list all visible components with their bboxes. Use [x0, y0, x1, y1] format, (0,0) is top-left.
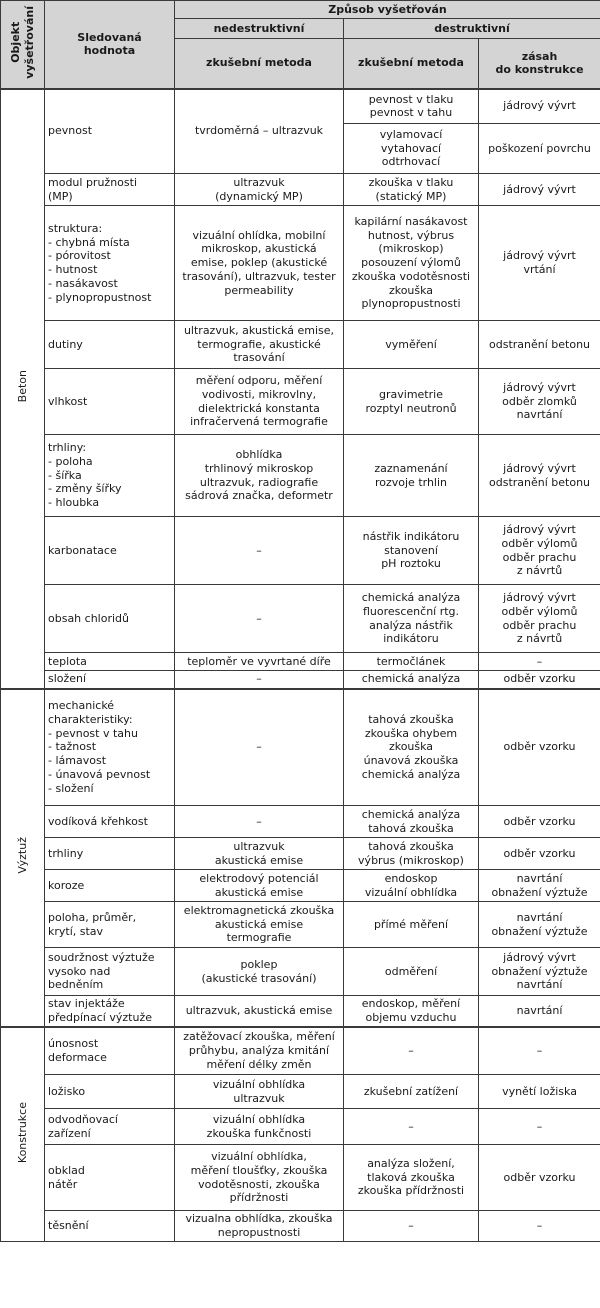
- table-row: [1, 653, 600, 671]
- table-row: [1, 89, 600, 124]
- section-label: [1, 89, 45, 689]
- header-object: Objekt vyšetřování: [1, 1, 45, 89]
- intervention-cell: jádrový vývrt vrtání: [479, 206, 600, 321]
- property-cell: modul pružnosti (MP): [45, 174, 175, 206]
- table-row: [1, 870, 600, 902]
- nondestructive-method-cell: –: [175, 585, 344, 653]
- table-row: [1, 369, 600, 435]
- intervention-cell: –: [479, 1027, 600, 1075]
- property-cell: pevnost: [45, 89, 175, 174]
- table-row: [1, 585, 600, 653]
- table-row: [1, 948, 600, 996]
- nondestructive-method-cell: vizuální ohlídka, mobilní mikroskop, akustická emise, poklep (akustické trasování), ultrazvuk, tester permeability: [175, 206, 344, 321]
- nondestructive-method-cell: obhlídka trhlinový mikroskop ultrazvuk, radiografie sádrová značka, deformetr: [175, 435, 344, 517]
- header-intervention: zásah do konstrukce: [479, 39, 600, 89]
- table-row: [1, 1145, 600, 1211]
- table-row: [1, 1211, 600, 1242]
- nondestructive-method-cell: teploměr ve vyvrtané díře: [175, 653, 344, 671]
- intervention-cell: jádrový vývrt odstranění betonu: [479, 435, 600, 517]
- table-row: [1, 174, 600, 206]
- nondestructive-method-cell: elektrodový potenciál akustická emise: [175, 870, 344, 902]
- destructive-method-cell: endoskop vizuální obhlídka: [344, 870, 479, 902]
- intervention-cell: odstranění betonu: [479, 321, 600, 369]
- intervention-cell: jádrový vývrt: [479, 89, 600, 124]
- table-row: [1, 1027, 600, 1075]
- nondestructive-method-cell: –: [175, 689, 344, 806]
- nondestructive-method-cell: ultrazvuk, akustická emise: [175, 996, 344, 1027]
- nondestructive-method-cell: vizuální obhlídka, měření tloušťky, zkouška vodotěsnosti, zkouška přídržnosti: [175, 1145, 344, 1211]
- destructive-method-cell: gravimetrie rozptyl neutronů: [344, 369, 479, 435]
- property-cell: obsah chloridů: [45, 585, 175, 653]
- nondestructive-method-cell: –: [175, 517, 344, 585]
- intervention-cell: odběr vzorku: [479, 689, 600, 806]
- nondestructive-method-cell: ultrazvuk, akustická emise, termografie, akustické trasování: [175, 321, 344, 369]
- nondestructive-method-cell: vizuální obhlídka ultrazvuk: [175, 1075, 344, 1109]
- destructive-method-cell: zkušební zatížení: [344, 1075, 479, 1109]
- nondestructive-method-cell: vizualna obhlídka, zkouška nepropustnosti: [175, 1211, 344, 1242]
- property-cell: poloha, průměr, krytí, stav: [45, 902, 175, 948]
- property-cell: těsnění: [45, 1211, 175, 1242]
- intervention-cell: jádrový vývrt obnažení výztuže navrtání: [479, 948, 600, 996]
- destructive-method-cell: tahová zkouška zkouška ohybem zkouška únavová zkouška chemická analýza: [344, 689, 479, 806]
- property-cell: dutiny: [45, 321, 175, 369]
- table-row: [1, 689, 600, 806]
- destructive-method-cell: –: [344, 1211, 479, 1242]
- intervention-cell: navrtání: [479, 996, 600, 1027]
- section-label-text: Konstrukce: [15, 1101, 29, 1163]
- destructive-method-cell: zkouška v tlaku (statický MP): [344, 174, 479, 206]
- table-row: [1, 206, 600, 321]
- property-cell: vlhkost: [45, 369, 175, 435]
- property-cell: koroze: [45, 870, 175, 902]
- table-row: [1, 517, 600, 585]
- destructive-method-cell: vyměření: [344, 321, 479, 369]
- property-cell: ložisko: [45, 1075, 175, 1109]
- destructive-method-cell: –: [344, 1027, 479, 1075]
- table-row: [1, 902, 600, 948]
- nondestructive-method-cell: zatěžovací zkouška, měření průhybu, analýza kmitání měření délky změn: [175, 1027, 344, 1075]
- property-cell: mechanické charakteristiky: - pevnost v tahu - tažnost - lámavost - únavová pevnost - složení: [45, 689, 175, 806]
- destructive-method-cell: tahová zkouška výbrus (mikroskop): [344, 838, 479, 870]
- intervention-cell: navrtání obnažení výztuže: [479, 902, 600, 948]
- intervention-cell: odběr vzorku: [479, 1145, 600, 1211]
- intervention-cell: odběr vzorku: [479, 671, 600, 689]
- destructive-method-cell: vylamovací vytahovací odtrhovací: [344, 124, 479, 174]
- section-label: [1, 689, 45, 1027]
- table-row: [1, 671, 600, 689]
- nondestructive-method-cell: –: [175, 806, 344, 838]
- intervention-cell: jádrový vývrt odběr zlomků navrtání: [479, 369, 600, 435]
- destructive-method-cell: kapilární nasákavost hutnost, výbrus (mikroskop) posouzení výlomů zkouška vodotěsnosti zkouška plynopropustnosti: [344, 206, 479, 321]
- intervention-cell: navrtání obnažení výztuže: [479, 870, 600, 902]
- table-row: [1, 435, 600, 517]
- header-destructive: destruktivní: [344, 19, 600, 39]
- intervention-cell: jádrový vývrt odběr výlomů odběr prachu z návrtů: [479, 585, 600, 653]
- section-label: [1, 1027, 45, 1242]
- table-row: [1, 838, 600, 870]
- table-row: [1, 321, 600, 369]
- nondestructive-method-cell: vizuální obhlídka zkouška funkčnosti: [175, 1109, 344, 1145]
- header-test-method-d: zkušební metoda: [344, 39, 479, 89]
- section-label-text: Beton: [15, 370, 29, 403]
- table-row: [1, 1075, 600, 1109]
- property-cell: únosnost deformace: [45, 1027, 175, 1075]
- property-cell: vodíková křehkost: [45, 806, 175, 838]
- intervention-cell: odběr vzorku: [479, 838, 600, 870]
- table-row: [1, 1109, 600, 1145]
- intervention-cell: vynětí ložiska: [479, 1075, 600, 1109]
- property-cell: odvodňovací zařízení: [45, 1109, 175, 1145]
- header-nondestructive: nedestruktivní: [175, 19, 344, 39]
- intervention-cell: –: [479, 653, 600, 671]
- property-cell: soudržnost výztuže vysoko nad bedněním: [45, 948, 175, 996]
- destructive-method-cell: chemická analýza tahová zkouška: [344, 806, 479, 838]
- table-body: [1, 89, 600, 1242]
- header-property: Sledovaná hodnota: [45, 1, 175, 89]
- intervention-cell: –: [479, 1211, 600, 1242]
- property-cell: obklad nátěr: [45, 1145, 175, 1211]
- property-cell: struktura: - chybná místa - pórovitost - hutnost - nasákavost - plynopropustnost: [45, 206, 175, 321]
- destructive-method-cell: odměření: [344, 948, 479, 996]
- property-cell: trhliny: - poloha - šířka - změny šířky - hloubka: [45, 435, 175, 517]
- nondestructive-method-cell: elektromagnetická zkouška akustická emise termografie: [175, 902, 344, 948]
- table-header: [1, 1, 600, 89]
- property-cell: stav injektáže předpínací výztuže: [45, 996, 175, 1027]
- nondestructive-method-cell: měření odporu, měření vodivosti, mikrovlny, dielektrická konstanta infračervená termografie: [175, 369, 344, 435]
- table-row: [1, 996, 600, 1027]
- destructive-method-cell: zaznamenání rozvoje trhlin: [344, 435, 479, 517]
- intervention-cell: jádrový vývrt odběr výlomů odběr prachu z návrtů: [479, 517, 600, 585]
- header-method: Způsob vyšetřován: [175, 1, 600, 19]
- nondestructive-method-cell: ultrazvuk akustická emise: [175, 838, 344, 870]
- section-label-text: Výztuž: [15, 837, 29, 874]
- destructive-method-cell: endoskop, měření objemu vzduchu: [344, 996, 479, 1027]
- nondestructive-method-cell: ultrazvuk (dynamický MP): [175, 174, 344, 206]
- destructive-method-cell: –: [344, 1109, 479, 1145]
- nondestructive-method-cell: poklep (akustické trasování): [175, 948, 344, 996]
- property-cell: karbonatace: [45, 517, 175, 585]
- destructive-method-cell: chemická analýza fluorescenční rtg. analýza nástřik indikátoru: [344, 585, 479, 653]
- intervention-cell: jádrový vývrt: [479, 174, 600, 206]
- header-test-method-nd: zkušební metoda: [175, 39, 344, 89]
- intervention-cell: poškození povrchu: [479, 124, 600, 174]
- destructive-method-cell: chemická analýza: [344, 671, 479, 689]
- destructive-method-cell: pevnost v tlaku pevnost v tahu: [344, 89, 479, 124]
- property-cell: teplota: [45, 653, 175, 671]
- table-row: [1, 806, 600, 838]
- intervention-cell: –: [479, 1109, 600, 1145]
- destructive-method-cell: analýza složení, tlaková zkouška zkouška přídržnosti: [344, 1145, 479, 1211]
- property-cell: složení: [45, 671, 175, 689]
- destructive-method-cell: termočlánek: [344, 653, 479, 671]
- intervention-cell: odběr vzorku: [479, 806, 600, 838]
- nondestructive-method-cell: tvrdoměrná – ultrazvuk: [175, 89, 344, 174]
- property-cell: trhliny: [45, 838, 175, 870]
- destructive-method-cell: přímé měření: [344, 902, 479, 948]
- destructive-method-cell: nástřik indikátoru stanovení pH roztoku: [344, 517, 479, 585]
- nondestructive-method-cell: –: [175, 671, 344, 689]
